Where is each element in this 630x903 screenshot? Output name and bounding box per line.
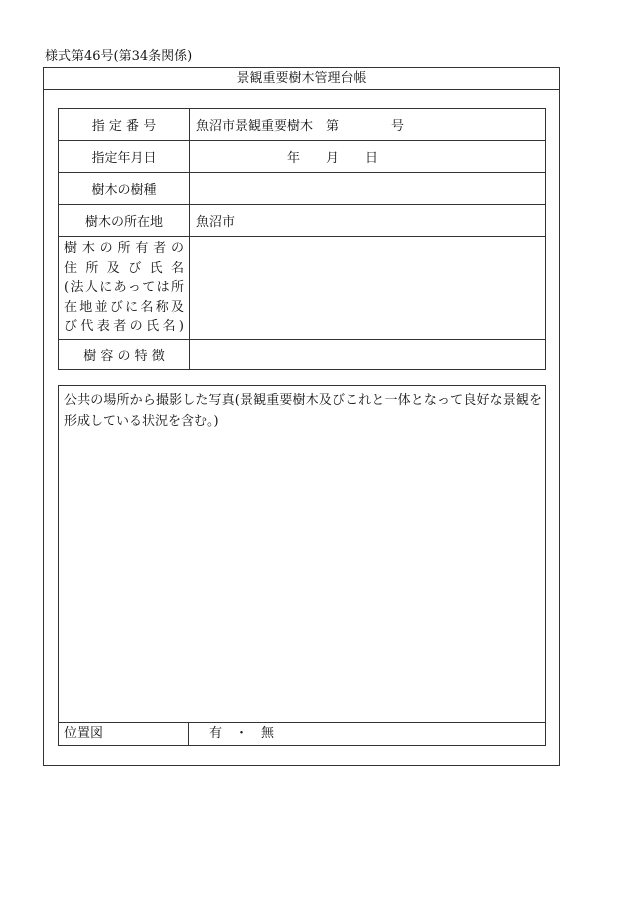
designation-number-row — [59, 109, 546, 141]
owner-label — [59, 237, 190, 340]
owner-label-line-4: 在地並びに名称及 — [64, 299, 184, 315]
location-map-label: 位置図 — [59, 723, 189, 745]
tree-location-row — [59, 205, 546, 237]
form-number: 様式第46号(第34条関係) — [45, 49, 193, 64]
owner-row — [59, 237, 546, 340]
management-ledger-form — [43, 67, 560, 766]
tree-species-row — [59, 173, 546, 205]
owner-label-line-2: 住所及び氏名 — [64, 260, 184, 276]
tree-species-field[interactable] — [190, 173, 546, 205]
owner-label-line-3: (法人にあっては所 — [64, 280, 184, 295]
tree-info-table — [58, 108, 546, 370]
location-map-row — [59, 722, 545, 745]
tree-location-field[interactable]: 魚沼市 — [190, 205, 546, 237]
designation-date-label: 指定年月日 — [59, 141, 190, 173]
designation-number-label: 指 定 番 号 — [59, 109, 190, 141]
tree-location-label: 樹木の所在地 — [59, 205, 190, 237]
photo-area[interactable] — [58, 385, 546, 746]
owner-label-line-5: び代表者の氏名) — [64, 319, 184, 334]
location-map-choice[interactable]: 有 ・ 無 — [209, 726, 275, 741]
tree-species-label: 樹木の樹種 — [59, 173, 190, 205]
form-title: 景観重要樹木管理台帳 — [44, 68, 559, 90]
designation-date-field[interactable]: 年 月 日 — [190, 141, 546, 173]
owner-field[interactable] — [190, 237, 546, 340]
designation-date-row — [59, 141, 546, 173]
designation-number-field[interactable]: 魚沼市景観重要樹木 第 号 — [190, 109, 546, 141]
photo-caption: 公共の場所から撮影した写真(景観重要樹木及びこれと一体となって良好な景観を形成している状況を含む。) — [64, 393, 542, 429]
owner-label-line-1: 樹木の所有者の — [64, 241, 184, 256]
tree-form-label: 樹 容 の 特 徴 — [59, 339, 190, 369]
tree-form-row — [59, 339, 546, 369]
tree-form-field[interactable] — [190, 339, 546, 369]
